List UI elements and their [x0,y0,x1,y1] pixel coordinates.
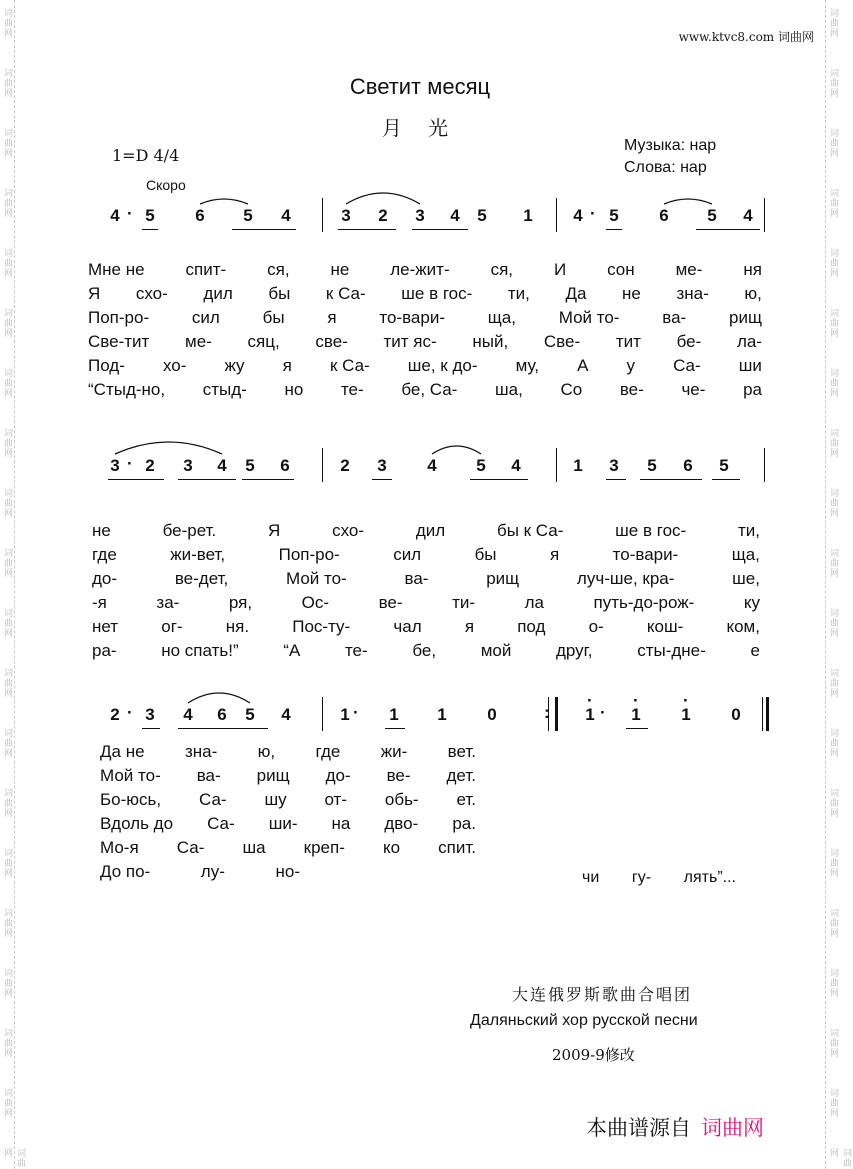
lyric-line [100,740,476,764]
lyric-syllable: до- [325,766,351,785]
lyric-syllable: е [750,641,760,660]
lyric-syllable: Пос-ту- [292,617,351,636]
lyric-syllable: вет. [447,742,476,761]
lyric-syllable: лу- [200,862,225,881]
note: 4 [217,456,227,475]
lyric-syllable: Мой то- [558,308,620,327]
side-watermark-text: 词曲网 [2,728,12,758]
lyric-syllable: ра [743,380,762,399]
note: 6 [217,705,227,724]
key-signature: 1=D 4/4 [112,146,180,165]
lyric-line [88,378,762,402]
lyric-syllable: Бо-юсь, [100,790,162,809]
lyric-syllable: ти, [737,521,760,540]
lyrics-block-2 [0,519,840,669]
side-watermark-text: 词曲网 [828,908,838,938]
lyric-line [92,567,760,591]
lyric-syllable: Све-тит [88,332,150,351]
side-watermark-text: 词曲网 [2,908,12,938]
lyric-syllable: я [549,545,560,564]
lyric-syllable: Са- [673,356,701,375]
lyric-syllable: ше, [732,569,760,588]
slur [188,693,250,703]
side-watermark-text: 词曲网 [2,1148,25,1168]
note: 4 [450,206,460,225]
lyric-syllable: я [327,308,337,327]
side-watermark-text: 词曲网 [2,308,12,338]
lyric-syllable: но- [275,862,300,881]
lyric-syllable: стыд- [202,380,247,399]
lyric-syllable: сил [393,545,422,564]
song-subtitle: 月 光 [381,116,459,140]
tempo-marking: Скоро [146,177,186,193]
lyric-syllable: ме- [675,260,703,279]
note: 3 [183,456,193,475]
lyric-syllable: ся, [267,260,290,279]
lyric-line [100,788,476,812]
lyric-syllable: ши- [268,814,298,833]
lyric-syllable: ся, [490,260,513,279]
lyric-syllable: ше в гос- [615,521,687,540]
lyric-syllable: бы к Са- [496,521,564,540]
side-watermark-text: 词曲网 [2,368,12,398]
lyric-syllable: бы [474,545,497,564]
lyric-syllable: тит яс- [383,332,437,351]
note: 4 [281,705,291,724]
note: 1 [389,705,399,724]
side-watermark-text: 词曲网 [828,1148,851,1168]
note: 6 [195,206,205,225]
lyric-syllable: кош- [646,617,684,636]
lyric-syllable: спит- [185,260,227,279]
note: 4 [743,206,753,225]
lyric-syllable: ве-дет, [174,569,229,588]
lyric-syllable: чал [393,617,422,636]
source-brand-link[interactable]: 词曲网 [701,1116,764,1140]
notation-system-3 [0,691,840,745]
lyric-syllable: бы [268,284,291,303]
lyric-syllable: жи-вет, [170,545,226,564]
lyric-syllable: бе, [412,641,437,660]
lyric-syllable: щa, [487,308,516,327]
lyric-syllable: на [331,814,351,833]
lyric-syllable: бе- [676,332,702,351]
lyric-syllable: Ос- [301,593,330,612]
slur-layer [0,456,840,496]
lyric-syllable: схо- [332,521,365,540]
lyric-syllable: зна- [676,284,709,303]
side-watermark-text: 词曲网 [2,848,12,878]
lyric-line [92,639,760,663]
lyric-syllable: рищ [486,569,520,588]
slur-layer [0,206,840,246]
note: 1 [573,456,583,475]
lyric-syllable: то-вари- [379,308,445,327]
lyric-syllable: ря, [228,593,253,612]
lyric-syllable: ва- [196,766,221,785]
lyric-syllable: дет. [446,766,476,785]
side-watermark-text: 词曲网 [828,668,838,698]
lyric-syllable: И [553,260,567,279]
notation-system-2 [0,456,840,496]
lyric-syllable: я [282,356,292,375]
lyric-syllable: сон [607,260,635,279]
lyric-syllable: то-вари- [612,545,679,564]
side-watermark-text: 词曲网 [828,1028,838,1058]
note: 6 [659,206,669,225]
lyric-syllable: ша [242,838,266,857]
slur [664,199,712,204]
credits [624,135,716,179]
note: 1 [523,206,533,225]
side-watermark-text: 词曲网 [828,368,838,398]
lyric-line [88,258,762,282]
lyric-line [92,519,760,543]
note: 1 [681,705,691,724]
lyric-syllable: Мой то- [285,569,347,588]
lyric-syllable: бы [262,308,285,327]
side-watermark-text: 词曲网 [2,488,12,518]
lyric-syllable: ю, [257,742,276,761]
lyric-syllable: Све- [543,332,581,351]
note: 5 [477,206,487,225]
lyric-syllable: рищ [729,308,762,327]
lyric-line [88,330,762,354]
lyric-syllable: я [464,617,475,636]
slur [432,446,481,454]
lyric-syllable: Мой то- [100,766,161,785]
lyric-syllable: му, [515,356,539,375]
lyric-syllable: мой [480,641,512,660]
choir-name-russian: Даляньский хор русской песни [470,1012,698,1029]
lyric-syllable: рищ [256,766,290,785]
lyric-line [88,354,762,378]
lyric-syllable: сил [191,308,220,327]
side-watermark-text: 词曲网 [828,488,838,518]
lyric-syllable: не [92,521,111,540]
side-watermark-text: 词曲网 [828,308,838,338]
side-watermark-text: 词曲网 [2,428,12,458]
lyric-syllable: “Стыд-но, [88,380,166,399]
lyric-syllable: ко [382,838,401,857]
lyric-syllable: тит [615,332,641,351]
note: 5 [243,206,253,225]
lyric-line [92,591,760,615]
lyric-syllable: ный, [472,332,509,351]
note: 5 [609,206,619,225]
choir-name-chinese: 大连俄罗斯歌曲合唱团 [512,985,693,1004]
side-watermark-text: 词曲网 [828,728,838,758]
lyric-syllable: но спать!” [161,641,239,660]
lyric-syllable: Мне не [88,260,145,279]
lyric-line [100,836,476,860]
lyric-syllable: те- [344,641,368,660]
lyric-syllable: “А [283,641,301,660]
note: 4 [573,206,583,225]
lyric-line [100,764,476,788]
slur-layer [0,705,840,745]
note: 4 [110,206,120,225]
lyric-syllable: ше, к до- [407,356,478,375]
lyric-syllable: жу [224,356,245,375]
note: 1 [631,705,641,724]
lyric-syllable: ра. [452,814,476,833]
lyric-syllable: че- [681,380,706,399]
source-credit [586,1112,764,1142]
lyric-syllable: те- [340,380,364,399]
augmentation-dot: · [590,204,596,223]
lyric-syllable: ла [524,593,544,612]
side-watermark-text: 词曲网 [828,968,838,998]
lyric-syllable: Да [565,284,587,303]
note: 3 [415,206,425,225]
note: 2 [378,206,388,225]
lyric-line-ending [582,866,736,890]
lyric-syllable: спит. [438,838,476,857]
lyric-syllable: Поп-ро- [88,308,150,327]
lyric-syllable: Да не [100,742,145,761]
note: 3 [609,456,619,475]
repeat-sign: : [544,703,550,722]
lyric-syllable: путь-до-рож- [593,593,695,612]
note: 4 [427,456,437,475]
lyric-syllable: шу [264,790,287,809]
lyric-syllable: ти- [452,593,476,612]
lyric-syllable: Мо-я [100,838,139,857]
lyric-syllable: луч-ше, кра- [576,569,675,588]
lyric-syllable: за- [156,593,180,612]
note: 2 [145,456,155,475]
revision-date: 2009-9修改 [552,1046,635,1064]
lyric-syllable: хо- [162,356,187,375]
augmentation-dot: · [600,703,606,722]
lyric-syllable: от- [324,790,347,809]
lyrics-block-3 [0,740,840,890]
lyric-syllable: ши [738,356,762,375]
lyric-line [92,543,760,567]
lyric-syllable: нет [92,617,119,636]
lyric-syllable: ет. [456,790,476,809]
side-watermark-text: 词曲网 [2,968,12,998]
lyric-syllable: ве- [386,766,411,785]
note: 1 [340,705,350,724]
note: 1 [585,705,595,724]
side-watermark-text: 词曲网 [828,788,838,818]
lyric-syllable: До по- [100,862,151,881]
lyric-syllable: ше в гос- [401,284,473,303]
note: 5 [245,705,255,724]
credit-music: Музыка: нар [624,137,717,154]
lyric-syllable: Со [560,380,583,399]
note: 5 [476,456,486,475]
lyric-syllable: све- [315,332,348,351]
lyric-syllable: зна- [184,742,218,761]
lyric-syllable: ра- [92,641,117,660]
source-label: 本曲谱源自 [586,1116,691,1140]
lyric-syllable: Са- [176,838,205,857]
side-watermark-text: 词曲网 [828,8,838,38]
lyric-syllable: лять”... [683,869,736,886]
lyric-syllable: ку [743,593,760,612]
side-watermark-text: 词曲网 [2,68,12,98]
note: 6 [280,456,290,475]
lyric-syllable: ла- [736,332,762,351]
lyric-syllable: креп- [303,838,345,857]
lyric-syllable: ня. [225,617,250,636]
lyric-syllable: ти, [507,284,530,303]
side-watermark-text: 词曲网 [828,848,838,878]
lyric-syllable: Я [88,284,101,303]
lyric-line [92,615,760,639]
lyric-syllable: ог- [161,617,183,636]
side-watermark-text: 词曲网 [2,128,12,158]
lyric-syllable: ва- [662,308,687,327]
lyric-syllable: сты-дне- [637,641,706,660]
side-watermark-text: 词曲网 [828,1088,838,1118]
lyric-syllable: гу- [631,869,652,886]
side-watermark-text: 词曲网 [2,8,12,38]
augmentation-dot: · [127,703,133,722]
side-watermark-text: 词曲网 [828,68,838,98]
slur [346,193,420,204]
octave-dot: · [683,691,689,710]
lyric-syllable: о- [588,617,604,636]
note: 5 [245,456,255,475]
lyric-syllable: где [315,742,341,761]
side-watermark-text: 词曲网 [828,548,838,578]
lyric-syllable: под [517,617,546,636]
lyric-syllable: у [626,356,635,375]
lyric-syllable: Под- [88,356,125,375]
lyric-line [88,282,762,306]
lyric-syllable: к Са- [325,284,366,303]
lyric-syllable: где [92,545,117,564]
side-watermark-text: 词曲网 [2,548,12,578]
lyric-syllable: обь- [384,790,419,809]
lyric-syllable: Вдоль до [100,814,174,833]
lyric-syllable: ша, [494,380,523,399]
lyric-syllable: дил [203,284,233,303]
lyric-syllable: жи- [380,742,408,761]
lyric-syllable: ве- [378,593,403,612]
lyric-line [100,812,476,836]
lyric-syllable: ва- [404,569,429,588]
slur [200,199,248,204]
note: 5 [719,456,729,475]
lyric-syllable: не [330,260,350,279]
lyric-syllable: дил [415,521,446,540]
lyric-syllable: -я [92,593,107,612]
note: 5 [707,206,717,225]
augmentation-dot: · [353,703,359,722]
note: 3 [110,456,120,475]
octave-dot: · [633,691,639,710]
side-watermark-text: 词曲网 [2,1028,12,1058]
lyric-syllable: ком, [726,617,760,636]
lyric-syllable: Са- [198,790,227,809]
lyric-syllable: к Са- [329,356,370,375]
note: 2 [110,705,120,724]
note: 2 [340,456,350,475]
note: 1 [437,705,447,724]
song-title: Светит месяц [349,74,491,99]
lyric-syllable: чи [582,869,600,886]
side-watermark-text: 词曲网 [2,248,12,278]
augmentation-dot: · [127,204,133,223]
note: 6 [683,456,693,475]
lyric-line [88,306,762,330]
side-watermark-text: 词曲网 [828,248,838,278]
note: 5 [647,456,657,475]
lyric-syllable: ле-жит- [390,260,450,279]
note: 0 [487,705,497,724]
note: 3 [341,206,351,225]
lyric-syllable: ня [743,260,762,279]
lyric-syllable: Са- [207,814,235,833]
lyric-syllable: ю, [744,284,762,303]
note: 4 [281,206,291,225]
side-watermark-text: 词曲网 [828,128,838,158]
slur [115,442,222,454]
lyric-syllable: ме- [185,332,212,351]
lyric-syllable: друг, [556,641,593,660]
augmentation-dot: · [127,454,133,473]
lyric-line [100,860,300,884]
lyric-syllable: до- [92,569,118,588]
credit-words: Слова: нар [624,159,707,176]
lyric-syllable: схо- [135,284,168,303]
lyric-syllable: не [622,284,641,303]
lyric-syllable: но [284,380,304,399]
side-watermark-text: 词曲网 [2,608,12,638]
side-watermark-text: 词曲网 [828,188,838,218]
site-watermark[interactable]: www.ktvc8.com 词曲网 [678,30,814,44]
lyric-syllable: Я [268,521,281,540]
side-watermark-text: 词曲网 [2,788,12,818]
lyrics-block-1 [0,258,840,408]
side-watermark-text: 词曲网 [828,608,838,638]
notation-system-1 [0,206,840,246]
note: 4 [511,456,521,475]
lyric-syllable: А [577,356,589,375]
lyric-syllable: бе-рет. [162,521,217,540]
side-watermark-text: 词曲网 [2,188,12,218]
lyric-syllable: сяц, [247,332,280,351]
lyric-syllable: щa, [731,545,760,564]
lyric-syllable: Поп-ро- [278,545,340,564]
side-watermark-text: 词曲网 [2,668,12,698]
note: 0 [731,705,741,724]
side-watermark-text: 词曲网 [2,1088,12,1118]
note: 3 [377,456,387,475]
lyric-syllable: бе, Са- [401,380,458,399]
note: 4 [183,705,193,724]
lyric-syllable: ве- [619,380,644,399]
side-watermark-text: 词曲网 [828,428,838,458]
note: 5 [145,206,155,225]
lyric-syllable: дво- [384,814,419,833]
note: 3 [145,705,155,724]
octave-dot: · [587,691,593,710]
